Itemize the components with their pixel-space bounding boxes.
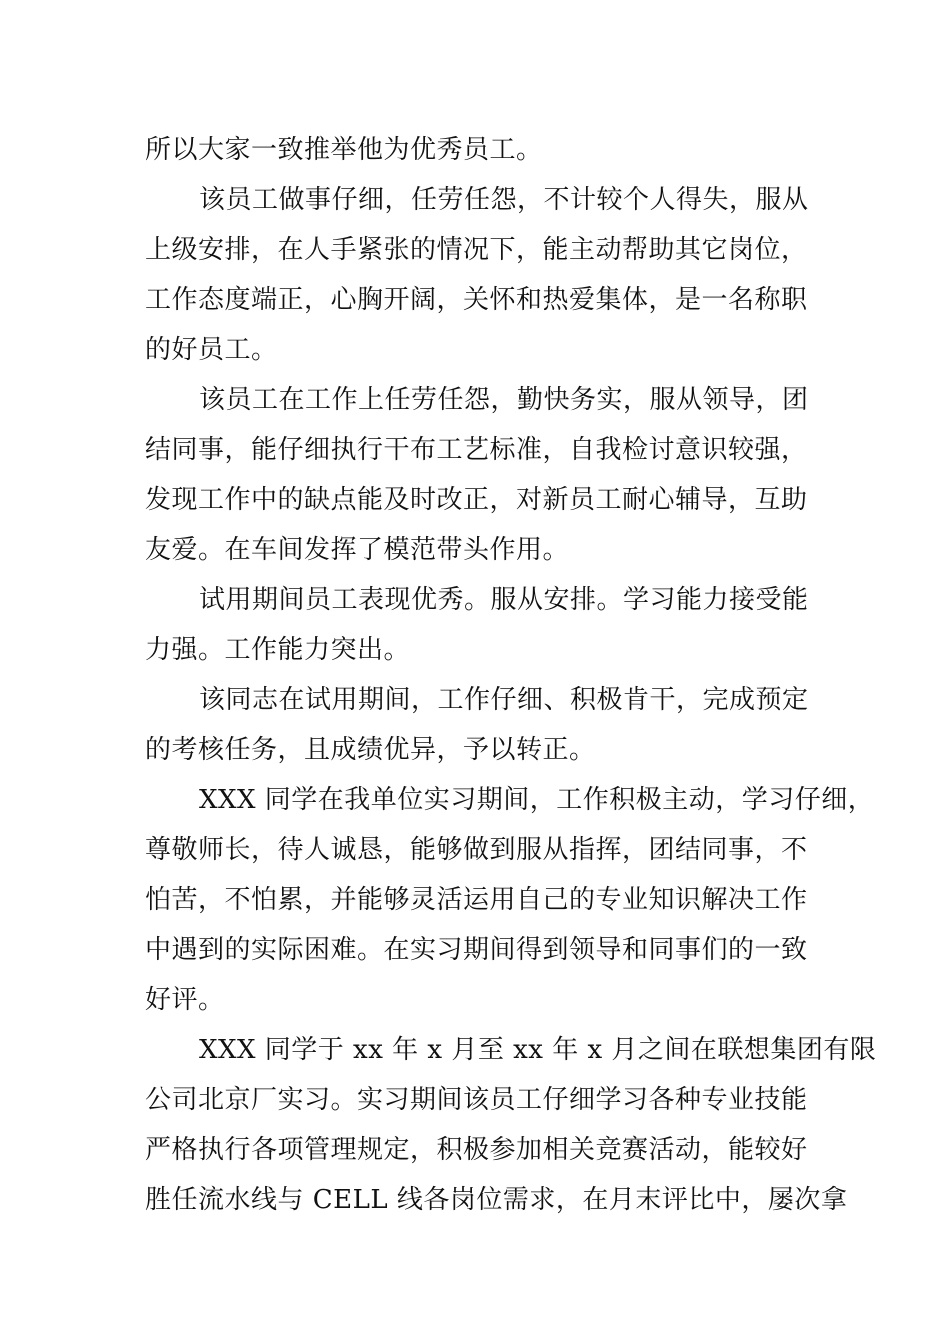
text-line: 的好员工。 [145, 335, 278, 365]
text-line: 的考核任务，且成绩优异，予以转正。 [145, 735, 596, 765]
text-line: 结同事，能仔细执行干布工艺标准，自我检讨意识较强， [145, 435, 808, 465]
paragraph-first-line: 该员工做事仔细，任劳任怨，不计较个人得失，服从 [199, 185, 809, 215]
text-line: 中遇到的实际困难。在实习期间得到领导和同事们的一致 [145, 935, 808, 965]
text-line: 公司北京厂实习。实习期间该员工仔细学习各种专业技能 [145, 1085, 808, 1115]
paragraph-first-line: XXX 同学于 xx 年 x 月至 xx 年 x 月之间在联想集团有限 [199, 1035, 877, 1065]
paragraph-first-line: 试用期间员工表现优秀。服从安排。学习能力接受能 [199, 585, 809, 615]
paragraph-first-line: XXX 同学在我单位实习期间，工作积极主动，学习仔细， [199, 785, 875, 815]
text-line: 发现工作中的缺点能及时改正，对新员工耐心辅导，互助 [145, 485, 808, 515]
text-line: 友爱。在车间发挥了模范带头作用。 [145, 535, 570, 565]
text-line: 工作态度端正，心胸开阔，关怀和热爱集体，是一名称职 [145, 285, 808, 315]
text-line: 严格执行各项管理规定，积极参加相关竞赛活动，能较好 [145, 1135, 808, 1165]
paragraph-first-line: 该员工在工作上任劳任怨，勤快务实，服从领导，团 [199, 385, 809, 415]
text-line: 上级安排，在人手紧张的情况下，能主动帮助其它岗位， [145, 235, 808, 265]
text-line: 怕苦，不怕累，并能够灵活运用自己的专业知识解决工作 [145, 885, 808, 915]
text-line: 尊敬师长，待人诚恳，能够做到服从指挥，团结同事，不 [145, 835, 808, 865]
paragraph-first-line: 该同志在试用期间，工作仔细、积极肯干，完成预定 [199, 685, 809, 715]
text-line: 所以大家一致推举他为优秀员工。 [145, 135, 543, 165]
text-line: 胜任流水线与 CELL 线各岗位需求，在月末评比中，屡次拿 [145, 1185, 848, 1215]
text-line: 力强。工作能力突出。 [145, 635, 411, 665]
text-line: 好评。 [145, 985, 225, 1015]
